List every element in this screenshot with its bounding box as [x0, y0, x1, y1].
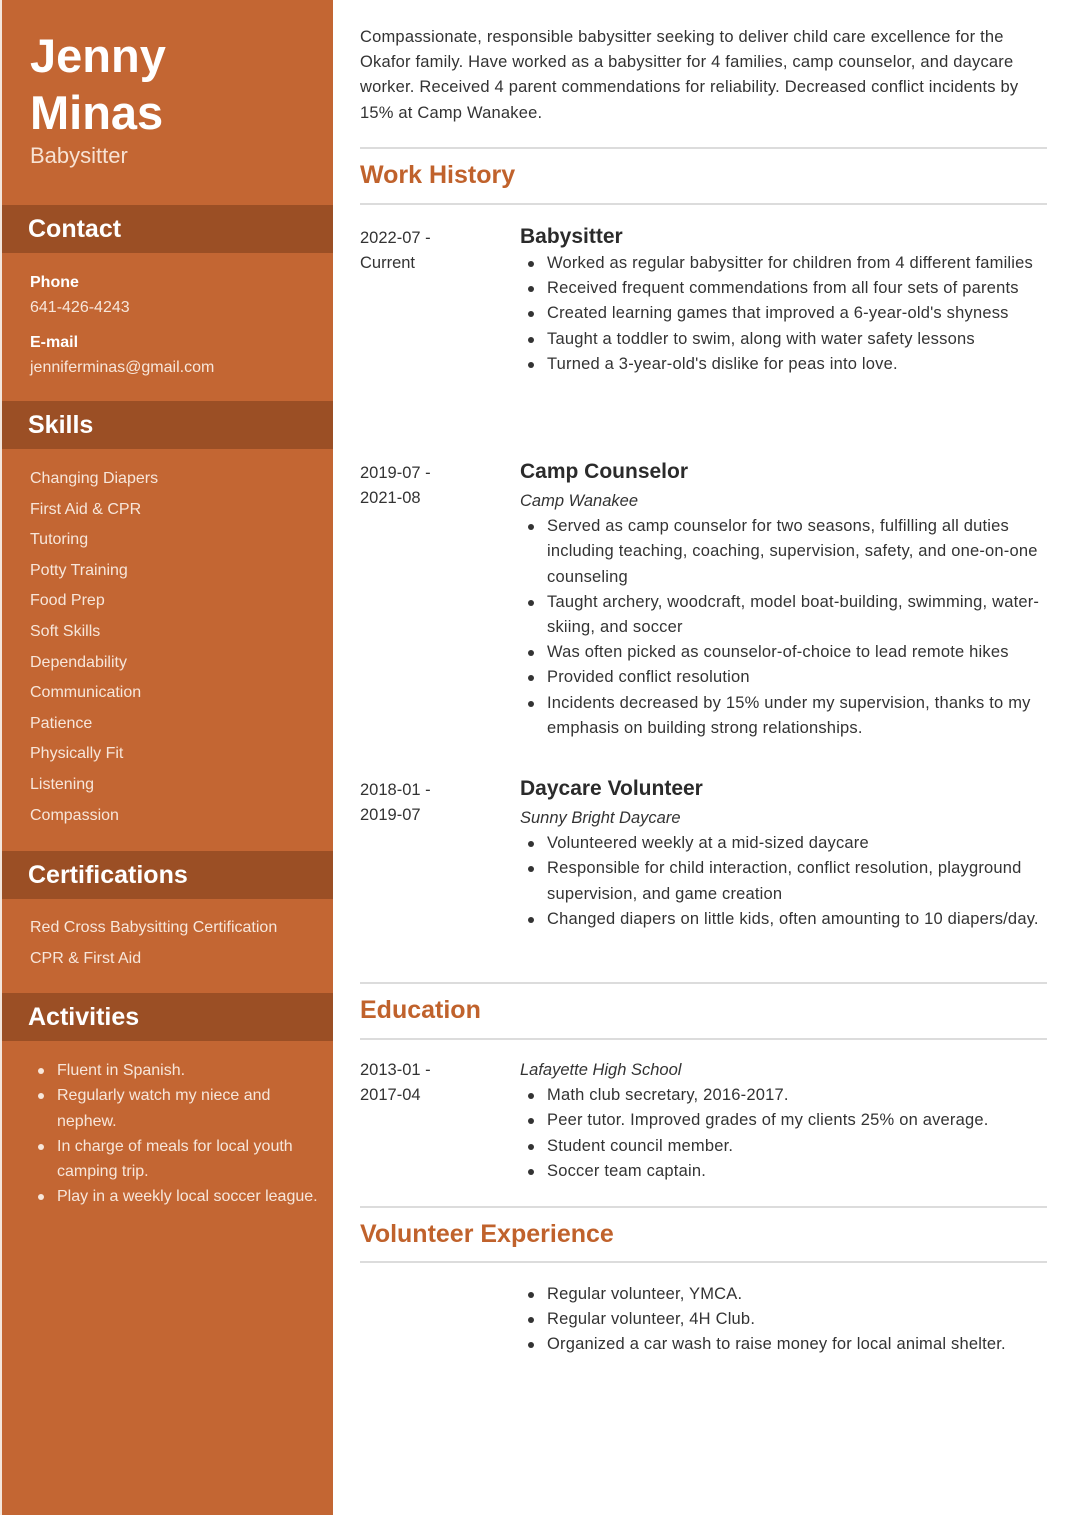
volunteer-heading: Volunteer Experience: [360, 1220, 614, 1248]
certification-item: CPR & First Aid: [30, 949, 142, 967]
skill-item: First Aid & CPR: [30, 500, 142, 518]
phone-label: Phone: [30, 274, 79, 291]
volunteer-bullet: Regular volunteer, YMCA.: [520, 1282, 1047, 1307]
skill-item: Dependability: [30, 653, 127, 671]
job-entry: [520, 224, 1047, 377]
skill-item: Communication: [30, 684, 142, 702]
job-bullet: Incidents decreased by 15% under my supervision, thanks to my emphasis on building strong relationships.: [520, 691, 1047, 741]
job-bullet: Volunteered weekly at a mid-sized daycare: [520, 831, 1047, 856]
divider: [360, 1038, 1047, 1040]
divider: [360, 1261, 1047, 1263]
skill-item: Potty Training: [30, 561, 128, 579]
skill-item: Soft Skills: [30, 622, 101, 640]
job-entry: [520, 459, 1047, 741]
divider: [360, 1206, 1047, 1208]
education-bullet: Student council member.: [520, 1134, 1047, 1159]
skills-list: [30, 464, 158, 831]
job-bullet: Served as camp counselor for two seasons, fulfilling all duties including teaching, coaching, supervision, safety, and one-on-one counseling: [520, 514, 1047, 590]
certifications-heading: Certifications: [2, 851, 333, 899]
job-bullets: [520, 251, 1047, 377]
education-bullet: Soccer team captain.: [520, 1159, 1047, 1184]
job-bullet: Worked as regular babysitter for children from 4 different families: [520, 251, 1047, 276]
candidate-title: Babysitter: [30, 143, 128, 168]
job-bullet: Taught a toddler to swim, along with water safety lessons: [520, 327, 1047, 352]
divider: [360, 147, 1047, 149]
job-dates: 2022-07 - Current: [360, 229, 431, 273]
job-bullet: Was often picked as counselor-of-choice to lead remote hikes: [520, 640, 1047, 665]
education-entry: [520, 1058, 1047, 1184]
company-name: Sunny Bright Daycare: [520, 809, 681, 827]
activities-heading: Activities: [2, 993, 333, 1041]
skill-item: Tutoring: [30, 531, 89, 549]
work-history-heading: Work History: [360, 161, 516, 189]
job-bullets: [520, 514, 1047, 741]
job-bullets: [520, 831, 1047, 932]
skill-item: Patience: [30, 714, 93, 732]
job-bullet: Turned a 3-year-old's dislike for peas into love.: [520, 352, 1047, 377]
volunteer-bullets: [520, 1282, 1047, 1358]
skills-heading: Skills: [2, 401, 333, 449]
job-bullet: Changed diapers on little kids, often amounting to 10 diapers/day.: [520, 907, 1047, 932]
job-title: Daycare Volunteer: [520, 777, 703, 800]
skill-item: Compassion: [30, 806, 119, 824]
sidebar: [0, 0, 333, 1515]
job-bullet: Taught archery, woodcraft, model boat-building, swimming, water-skiing, and soccer: [520, 590, 1047, 640]
company-name: Camp Wanakee: [520, 492, 639, 510]
activity-item: In charge of meals for local youth camping trip.: [30, 1134, 320, 1185]
activity-item: Regularly watch my niece and nephew.: [30, 1083, 320, 1134]
school-name: Lafayette High School: [520, 1061, 682, 1079]
skill-item: Listening: [30, 775, 95, 793]
education-bullet: Peer tutor. Improved grades of my clients 25% on average.: [520, 1108, 1047, 1133]
education-bullets: [520, 1083, 1047, 1184]
certification-item: Red Cross Babysitting Certification: [30, 919, 278, 936]
education-dates: 2013-01 - 2017-04: [360, 1061, 431, 1105]
job-dates: 2019-07 - 2021-08: [360, 464, 431, 508]
candidate-name: [30, 27, 166, 141]
volunteer-bullet: Regular volunteer, 4H Club.: [520, 1307, 1047, 1332]
email-label: E-mail: [30, 334, 79, 351]
activities-list: [30, 1058, 320, 1210]
job-bullet: Received frequent commendations from all four sets of parents: [520, 276, 1047, 301]
divider: [360, 203, 1047, 205]
skill-item: Food Prep: [30, 592, 105, 610]
last-name: Minas: [30, 86, 164, 139]
job-bullet: Responsible for child interaction, conflict resolution, playground supervision, and game creation: [520, 856, 1047, 906]
first-name: Jenny: [30, 29, 166, 82]
activity-item: Fluent in Spanish.: [30, 1058, 320, 1083]
skill-item: Changing Diapers: [30, 470, 159, 487]
education-bullet: Math club secretary, 2016-2017.: [520, 1083, 1047, 1108]
phone-value: 641-426-4243: [30, 299, 130, 316]
volunteer-entry: [520, 1282, 1047, 1358]
activity-item: Play in a weekly local soccer league.: [30, 1184, 320, 1209]
job-title: Babysitter: [520, 225, 623, 248]
job-bullet: Provided conflict resolution: [520, 665, 1047, 690]
volunteer-bullet: Organized a car wash to raise money for local animal shelter.: [520, 1332, 1047, 1357]
certifications-list: [30, 913, 277, 974]
summary: Compassionate, responsible babysitter seeking to deliver child care excellence for the Okafor family. Have worked as a babysitter for 4 families, camp counselor, and daycare worker. Received 4 parent commendations for reliability. Decreased conflict incidents by 15% at Camp Wanakee.: [360, 28, 1019, 122]
email-value: jenniferminas@gmail.com: [30, 359, 215, 376]
job-bullet: Created learning games that improved a 6-year-old's shyness: [520, 301, 1047, 326]
job-entry: [520, 776, 1047, 932]
education-heading: Education: [360, 996, 481, 1024]
job-title: Camp Counselor: [520, 460, 689, 483]
skill-item: Physically Fit: [30, 745, 124, 763]
divider: [360, 982, 1047, 984]
job-dates: 2018-01 - 2019-07: [360, 781, 431, 825]
contact-heading: Contact: [2, 205, 333, 253]
